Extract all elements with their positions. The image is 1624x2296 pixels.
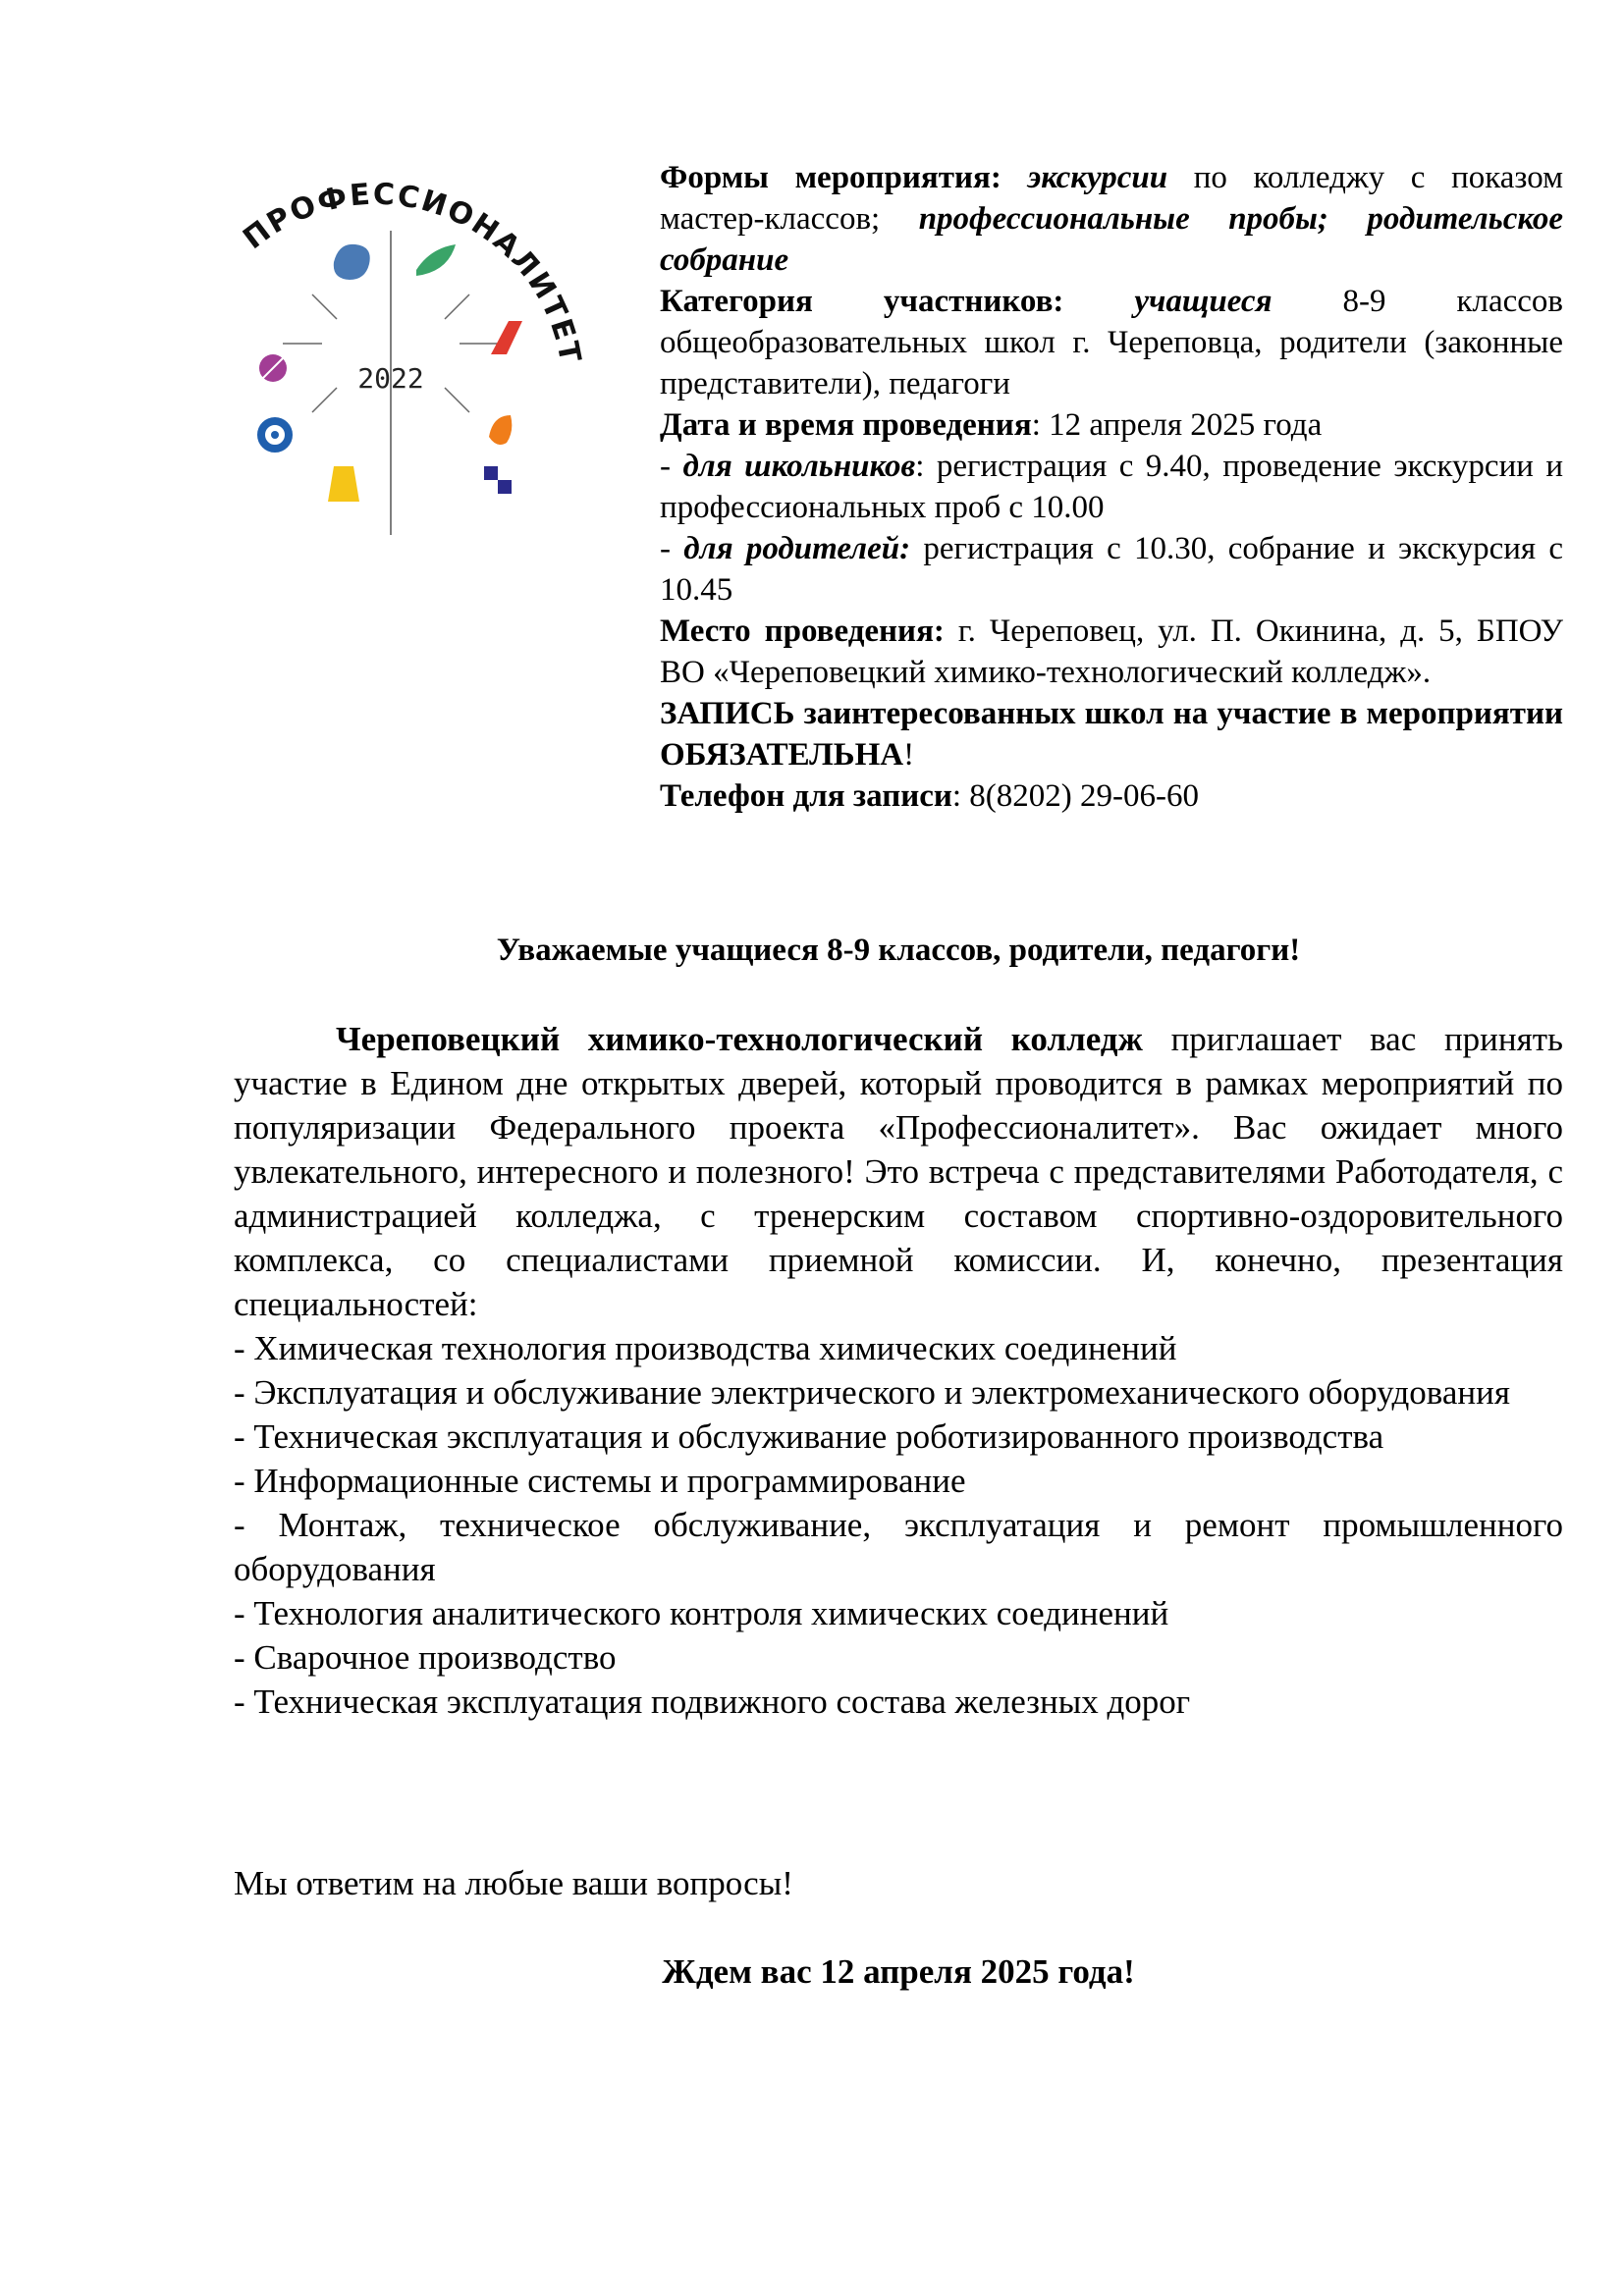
category-text: 8-9 классов общеобразовательных школ г. Череповца, родители (законные представители), педагоги bbox=[660, 284, 1564, 401]
forms-excursions: экскурсии bbox=[1027, 160, 1168, 195]
logo-arc-text: ПРОФЕССИОНАЛИТЕТ bbox=[237, 177, 588, 367]
logo-orange-shape bbox=[489, 415, 512, 445]
event-info bbox=[660, 157, 1563, 817]
closing-text: Ждем вас 12 апреля 2025 года! bbox=[662, 1952, 1135, 1991]
phone-number: : 8(8202) 29-06-60 bbox=[951, 778, 1200, 814]
list-item: - Техническая эксплуатация и обслуживание роботизированного производства bbox=[234, 1417, 1384, 1456]
category-students: учащиеся bbox=[1134, 284, 1272, 319]
students-text: : регистрация с 9.40, проведение экскурсии и профессиональных проб с 10.00 bbox=[660, 449, 1563, 525]
students-label: для школьников bbox=[682, 449, 916, 484]
professionalitet-logo bbox=[224, 142, 646, 564]
parents-paragraph: - для родителей: регистрация с 10.30, собрание и экскурсия с 10.45 bbox=[660, 531, 1563, 608]
forms-label: Формы мероприятия: bbox=[660, 160, 1001, 195]
signup-text: ЗАПИСЬ заинтересованных школ на участие в мероприятии ОБЯЗАТЕЛЬНА bbox=[660, 696, 1563, 773]
invitation-body bbox=[234, 1017, 1563, 1724]
logo-yellow-shape bbox=[328, 466, 359, 502]
date-label: Дата и время проведения bbox=[660, 407, 1032, 443]
place-text: г. Череповец, ул. П. Окинина, д. 5, БПОУ ВО «Череповецкий химико-технологический колледж». bbox=[660, 614, 1563, 690]
logo-blue-blob bbox=[334, 244, 370, 280]
specialties-list bbox=[234, 1326, 1563, 1724]
place-paragraph bbox=[660, 611, 1563, 693]
logo-red-shape bbox=[491, 321, 522, 354]
logo-green-leaf bbox=[416, 244, 456, 276]
logo-navy-shape bbox=[484, 466, 512, 494]
place-label: Место проведения: bbox=[660, 614, 945, 649]
list-item: - Сварочное производство bbox=[234, 1638, 617, 1677]
list-item: - Информационные системы и программирование bbox=[234, 1462, 966, 1500]
greeting-heading: Уважаемые учащиеся 8-9 классов, родители, педагоги! bbox=[496, 933, 1301, 968]
parents-text: регистрация с 10.30, собрание и экскурсия с 10.45 bbox=[660, 531, 1563, 608]
list-item: - Технология аналитического контроля химических соединений bbox=[234, 1594, 1169, 1632]
phone-paragraph bbox=[660, 775, 1563, 817]
list-item: - Эксплуатация и обслуживание электрического и электромеханического оборудования bbox=[234, 1373, 1510, 1412]
category-paragraph bbox=[660, 281, 1563, 404]
forms-trials: профессиональные пробы; родительское собрание bbox=[660, 201, 1564, 278]
intro-text: приглашает вас принять участие в Едином дне открытых дверей, который проводится в рамках мероприятий по популяризации Федерального проекта «Профессионалитет». Вас ожидает много увлекательного, интересного и полезного! Это встреча с представителями Работодателя, с администрацией колледжа, с тренерским составом спортивно-оздоровительного комплекса, со специалистами приемной комиссии. И, конечно, презентация специальностей: bbox=[234, 1020, 1563, 1323]
list-item: - Химическая технология производства химических соединений bbox=[234, 1329, 1177, 1367]
list-item: - Техническая эксплуатация подвижного состава железных дорог bbox=[234, 1682, 1191, 1721]
logo-graphic bbox=[224, 142, 646, 564]
phone-label: Телефон для записи bbox=[660, 778, 952, 814]
forms-text: по колледжу с показом мастер-классов; bbox=[660, 160, 1564, 237]
students-paragraph: - для школьников: регистрация с 9.40, проведение экскурсии и профессиональных проб с 10.00 bbox=[660, 449, 1563, 525]
questions-text: Мы ответим на любые ваши вопросы! bbox=[234, 1864, 793, 1902]
logo-year: 2022 bbox=[357, 362, 424, 395]
parents-label: для родителей: bbox=[683, 531, 911, 566]
date-paragraph bbox=[660, 404, 1563, 446]
category-label: Категория участников: bbox=[660, 284, 1064, 319]
signup-paragraph: ЗАПИСЬ заинтересованных школ на участие в мероприятии ОБЯЗАТЕЛЬНА! bbox=[660, 696, 1563, 773]
forms-paragraph bbox=[660, 157, 1563, 281]
date-text: : 12 апреля 2025 года bbox=[1031, 407, 1323, 443]
college-name: Череповецкий химико-технологический колледж bbox=[336, 1020, 1143, 1058]
list-item: - Монтаж, техническое обслуживание, эксплуатация и ремонт промышленного оборудования bbox=[234, 1506, 1563, 1588]
intro-paragraph bbox=[234, 1017, 1563, 1326]
